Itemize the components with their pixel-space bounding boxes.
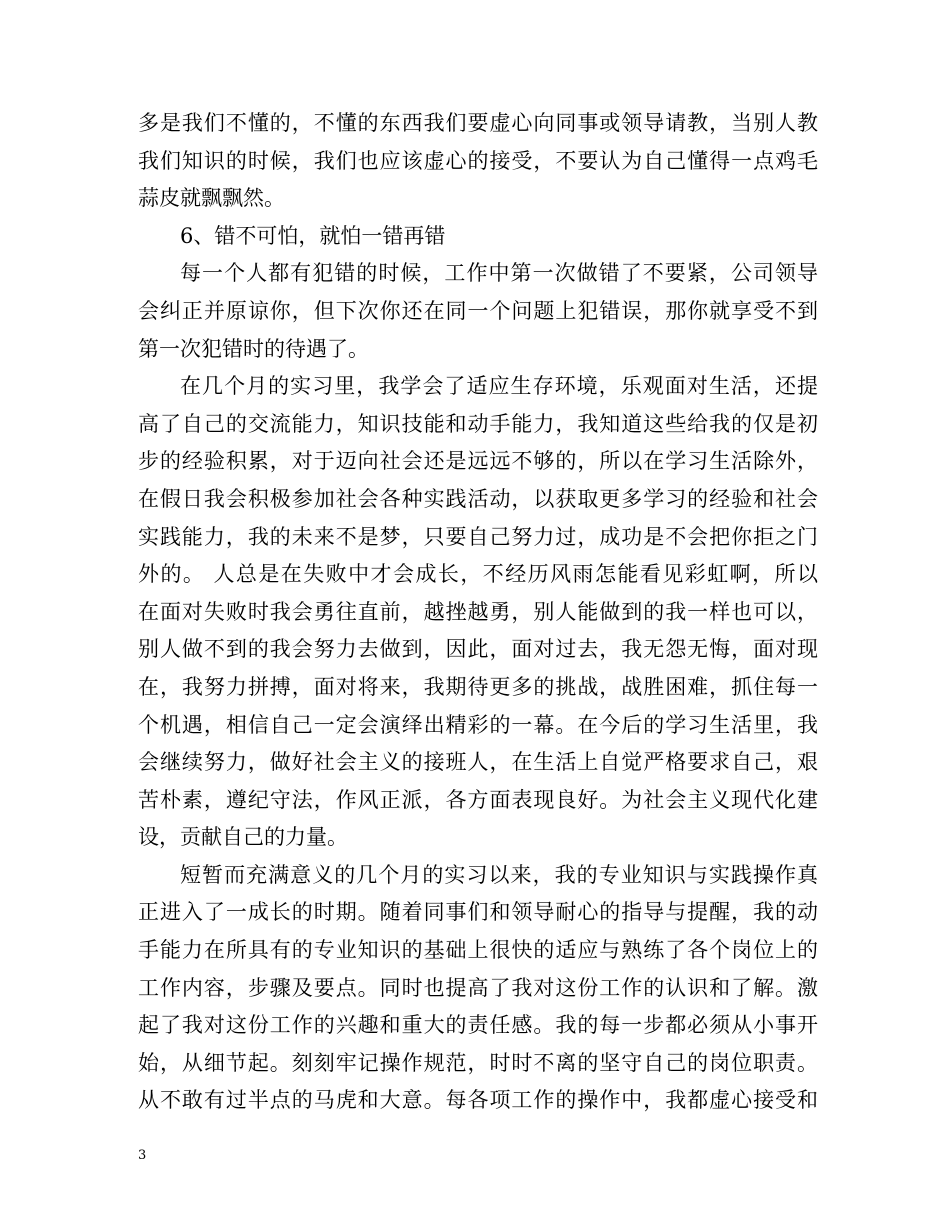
- text-line: 个机遇，相信自己一定会演绎出精彩的一幕。在今后的学习生活里，我: [138, 712, 818, 737]
- text-line: 会继续努力，做好社会主义的接班人，在生活上自觉严格要求自己，艰: [138, 750, 818, 775]
- text-line: 多是我们不懂的，不懂的东西我们要虚心向同事或领导请教，当别人教: [138, 111, 818, 135]
- text-line: 在几个月的实习里，我学会了适应生存环境，乐观面对生活，还提: [180, 374, 818, 399]
- text-line: 手能力在所具有的专业知识的基础上很快的适应与熟练了各个岗位上的: [138, 938, 818, 963]
- text-line: 工作内容，步骤及要点。同时也提高了我对这份工作的认识和了解。激: [138, 975, 818, 1000]
- text-line: 实践能力，我的未来不是梦，只要自己努力过，成功是不会把你拒之门: [138, 524, 818, 549]
- text-line: 外的。 人总是在失败中才会成长，不经历风雨怎能看见彩虹啊，所以: [138, 562, 818, 587]
- text-line: 苦朴素，遵纪守法，作风正派，各方面表现良好。为社会主义现代化建: [138, 787, 818, 812]
- text-line: 我们知识的时候，我们也应该虚心的接受，不要认为自己懂得一点鸡毛: [138, 148, 818, 173]
- text-line: 6、错不可怕，就怕一错再错: [180, 223, 446, 248]
- text-line: 设，贡献自己的力量。: [138, 825, 348, 850]
- text-line: 第一次犯错时的待遇了。: [138, 336, 369, 361]
- text-line: 每一个人都有犯错的时候，工作中第一次做错了不要紧，公司领导: [180, 261, 818, 286]
- text-line: 在，我努力拼搏，面对将来，我期待更多的挑战，战胜困难，抓住每一: [138, 674, 818, 699]
- text-line: 会纠正并原谅你，但下次你还在同一个问题上犯错误，那你就享受不到: [138, 298, 818, 323]
- text-line: 短暂而充满意义的几个月的实习以来，我的专业知识与实践操作真: [180, 862, 818, 887]
- text-line: 正进入了一成长的时期。随着同事们和领导耐心的指导与提醒，我的动: [138, 900, 818, 925]
- text-line: 起了我对这份工作的兴趣和重大的责任感。我的每一步都必须从小事开: [138, 1013, 818, 1038]
- text-line: 蒜皮就飘飘然。: [138, 186, 285, 211]
- text-line: 从不敢有过半点的马虎和大意。每各项工作的操作中，我都虚心接受和: [138, 1088, 818, 1113]
- text-line: 步的经验积累，对于迈向社会还是远远不够的，所以在学习生活除外，: [138, 449, 818, 474]
- page-number: 3: [138, 1148, 147, 1163]
- text-line: 高了自己的交流能力，知识技能和动手能力，我知道这些给我的仅是初: [138, 411, 818, 436]
- body-text: [138, 105, 818, 1120]
- text-line: 在假日我会积极参加社会各种实践活动，以获取更多学习的经验和社会: [138, 486, 818, 511]
- text-line: 别人做不到的我会努力去做到，因此，面对过去，我无怨无悔，面对现: [138, 637, 818, 662]
- text-line: 在面对失败时我会勇往直前，越挫越勇，别人能做到的我一样也可以，: [138, 599, 818, 624]
- text-line: 始，从细节起。刻刻牢记操作规范，时时不离的坚守自己的岗位职责。: [138, 1050, 818, 1075]
